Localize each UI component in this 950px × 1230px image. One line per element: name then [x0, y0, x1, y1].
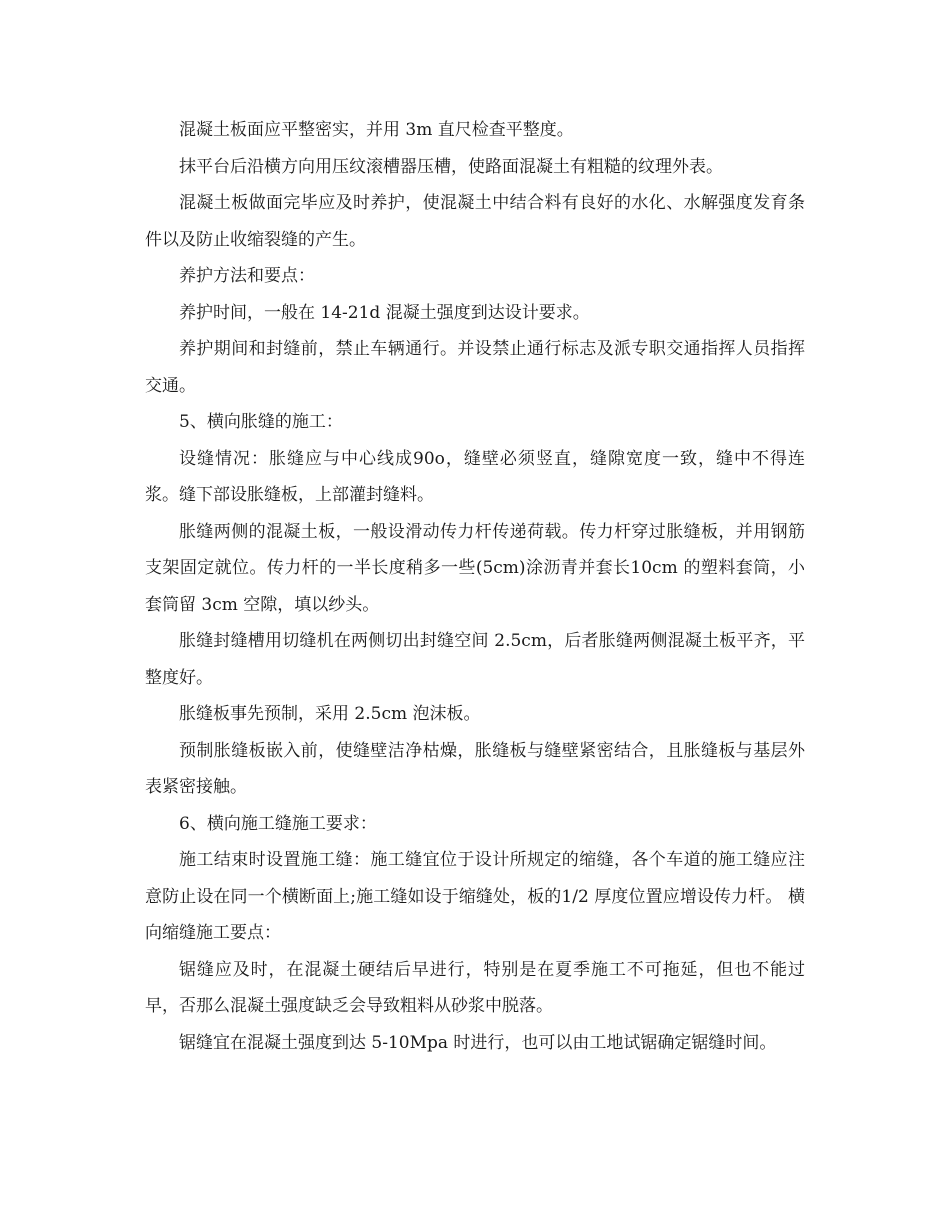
paragraph-board-embedding: 预制胀缝板嵌入前，使缝壁洁净枯燥，胀缝板与缝壁紧密结合，且胀缝板与基层外表紧密接触。	[145, 740, 805, 797]
paragraph-curing-timing: 混凝土板做面完毕应及时养护，使混凝土中结合料有良好的水化、水解强度发育条件以及防止收缩裂缝的产生。	[145, 193, 805, 250]
paragraph-joint-setup: 设缝情况：胀缝应与中心线成90o，缝壁必须竖直，缝隙宽度一致，缝中不得连浆。缝下部设胀缝板，上部灌封缝料。	[145, 448, 805, 505]
paragraph-sawing-strength: 锯缝宜在混凝土强度到达 5-10Mpa 时进行，也可以由工地试锯确定锯缝时间。	[179, 1032, 777, 1053]
section-heading-construction-joint: 6、横向施工缝施工要求：	[179, 813, 377, 834]
paragraph-curing-methods-heading: 养护方法和要点：	[179, 266, 315, 286]
paragraph-sawing-timing: 锯缝应及时，在混凝土硬结后早进行，特别是在夏季施工不可拖延，但也不能过早，否那么混凝土强度缺乏会导致粗料从砂浆中脱落。	[145, 959, 805, 1016]
section-heading-expansion-joint: 5、横向胀缝的施工：	[179, 412, 343, 432]
paragraph-texture-grooving: 抹平台后沿横方向用压纹滚槽器压槽，使路面混凝土有粗糙的纹理外表。	[179, 156, 723, 177]
paragraph-joint-board: 胀缝板事先预制，采用 2.5cm 泡沫板。	[179, 704, 481, 724]
paragraph-seal-groove: 胀缝封缝槽用切缝机在两侧切出封缝空间 2.5cm，后者胀缝两侧混凝土板平齐，平整度好。	[145, 631, 805, 688]
paragraph-dowel-bars: 胀缝两侧的混凝土板，一般设滑动传力杆传递荷载。传力杆穿过胀缝板，并用钢筋支架固定就位。传力杆的一半长度稍多一些(5cm)涂沥青并套长10cm 的塑料套筒，小套筒留 3cm 空隙，填以纱头。	[145, 521, 805, 615]
document-body	[145, 112, 805, 1061]
paragraph-traffic-control: 养护期间和封缝前，禁止车辆通行。并设禁止通行标志及派专职交通指挥人员指挥交通。	[145, 339, 805, 396]
paragraph-surface-flatness: 混凝土板面应平整密实，并用 3m 直尺检查平整度。	[179, 120, 574, 140]
paragraph-curing-duration: 养护时间，一般在 14-21d 混凝土强度到达设计要求。	[179, 302, 590, 323]
paragraph-construction-joint-rules: 施工结束时设置施工缝：施工缝宜位于设计所规定的缩缝，各个车道的施工缝应注意防止设在同一个横断面上;施工缝如设于缩缝处，板的1/2 厚度位置应增设传力杆。 横向缩缝施工要点：	[145, 850, 805, 943]
